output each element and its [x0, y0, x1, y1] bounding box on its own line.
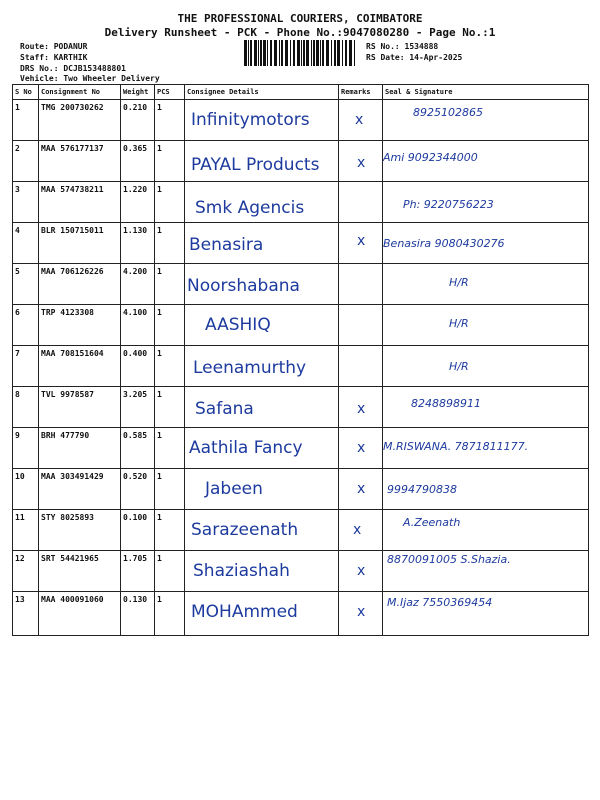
cell-signature: [383, 305, 589, 346]
table-row: [13, 223, 589, 264]
drs-label: DRS No.: DCJB153488801: [20, 64, 126, 73]
cell-consignee: [185, 223, 339, 264]
route-label: Route: PODANUR: [20, 42, 88, 51]
cell-pcs: 1: [155, 387, 185, 428]
handwritten-consignee: Leenamurthy: [193, 358, 307, 378]
cell-signature: [383, 182, 589, 223]
table-row: [13, 100, 589, 141]
table-row: [13, 592, 589, 636]
cell-sno: 2: [13, 141, 39, 182]
cell-sno: 13: [13, 592, 39, 636]
handwritten-signature: Ami 9092344000: [383, 151, 478, 164]
cell-weight: 1.220: [121, 182, 155, 223]
cell-remarks: [339, 469, 383, 510]
company-title: THE PROFESSIONAL COURIERS, COIMBATORE: [177, 12, 423, 25]
handwritten-consignee: Benasira: [189, 235, 264, 255]
table-row: [13, 141, 589, 182]
runsheet-subtitle: Delivery Runsheet - PCK - Phone No.:9047080280 - Page No.:1: [104, 26, 496, 39]
cell-consignment-no: MAA 574738211: [39, 182, 121, 223]
handwritten-remark: x: [357, 233, 366, 249]
table-row: [13, 305, 589, 346]
cell-weight: 0.210: [121, 100, 155, 141]
cell-signature: [383, 264, 589, 305]
cell-consignee: [185, 182, 339, 223]
handwritten-remark: x: [355, 112, 364, 128]
table-header-row: [13, 85, 589, 100]
handwritten-signature: 8870091005 S.Shazia.: [387, 553, 511, 566]
handwritten-remark: x: [357, 481, 366, 497]
cell-consignment-no: SRT 54421965: [39, 551, 121, 592]
cell-pcs: 1: [155, 100, 185, 141]
cell-signature: [383, 141, 589, 182]
cell-weight: 3.205: [121, 387, 155, 428]
cell-consignment-no: TVL 9978587: [39, 387, 121, 428]
cell-consignee: [185, 428, 339, 469]
cell-consignment-no: STY 8025893: [39, 510, 121, 551]
cell-signature: [383, 592, 589, 636]
table-row: [13, 182, 589, 223]
table-row: [13, 264, 589, 305]
handwritten-signature: H/R: [449, 360, 469, 373]
cell-pcs: 1: [155, 469, 185, 510]
cell-weight: 0.520: [121, 469, 155, 510]
vehicle-label: Vehicle: Two Wheeler Delivery: [20, 74, 160, 83]
cell-consignment-no: TMG 200730262: [39, 100, 121, 141]
cell-weight: 0.400: [121, 346, 155, 387]
cell-remarks: [339, 428, 383, 469]
cell-consignment-no: MAA 708151604: [39, 346, 121, 387]
cell-sno: 6: [13, 305, 39, 346]
handwritten-signature: 9994790838: [387, 483, 457, 496]
cell-consignee: [185, 100, 339, 141]
handwritten-signature: 8248898911: [411, 397, 481, 410]
cell-pcs: 1: [155, 592, 185, 636]
cell-consignee: [185, 510, 339, 551]
cell-pcs: 1: [155, 141, 185, 182]
cell-pcs: 1: [155, 510, 185, 551]
handwritten-remark: x: [357, 401, 366, 417]
handwritten-consignee: Aathila Fancy: [189, 438, 303, 458]
cell-consignee: [185, 264, 339, 305]
col-header-consignee: Consignee Details: [185, 85, 339, 100]
cell-signature: [383, 510, 589, 551]
cell-remarks: [339, 264, 383, 305]
cell-consignment-no: MAA 400091060: [39, 592, 121, 636]
cell-pcs: 1: [155, 264, 185, 305]
handwritten-consignee: MOHAmmed: [191, 602, 298, 622]
handwritten-signature: M.RISWANA. 7871811177.: [383, 440, 529, 453]
handwritten-signature: Benasira 9080430276: [383, 237, 505, 250]
cell-signature: [383, 346, 589, 387]
table-row: [13, 510, 589, 551]
cell-signature: [383, 387, 589, 428]
handwritten-consignee: PAYAL Products: [191, 155, 320, 175]
table-row: [13, 387, 589, 428]
cell-remarks: [339, 100, 383, 141]
cell-consignment-no: MAA 576177137: [39, 141, 121, 182]
rs-date: RS Date: 14-Apr-2025: [366, 53, 463, 62]
cell-remarks: [339, 592, 383, 636]
cell-pcs: 1: [155, 346, 185, 387]
cell-consignee: [185, 305, 339, 346]
handwritten-signature: H/R: [449, 317, 469, 330]
col-header-pcs: PCS: [155, 85, 185, 100]
cell-sno: 8: [13, 387, 39, 428]
cell-weight: 0.100: [121, 510, 155, 551]
handwritten-consignee: Smk Agencis: [195, 198, 305, 218]
rs-number: RS No.: 1534888: [366, 42, 439, 51]
handwritten-remark: x: [357, 563, 366, 579]
handwritten-remark: x: [357, 155, 366, 171]
cell-weight: 4.200: [121, 264, 155, 305]
cell-sno: 1: [13, 100, 39, 141]
handwritten-signature: Ph: 9220756223: [403, 198, 494, 211]
handwritten-consignee: Shaziashah: [193, 561, 290, 581]
cell-consignment-no: MAA 303491429: [39, 469, 121, 510]
cell-pcs: 1: [155, 551, 185, 592]
handwritten-signature: M.Ijaz 7550369454: [387, 596, 493, 609]
cell-consignee: [185, 551, 339, 592]
cell-pcs: 1: [155, 182, 185, 223]
runsheet-table: [12, 84, 589, 636]
handwritten-remark: x: [353, 522, 362, 538]
cell-sno: 9: [13, 428, 39, 469]
cell-consignment-no: TRP 4123308: [39, 305, 121, 346]
cell-consignee: [185, 387, 339, 428]
cell-pcs: 1: [155, 428, 185, 469]
cell-signature: [383, 100, 589, 141]
table-row: [13, 428, 589, 469]
cell-signature: [383, 223, 589, 264]
cell-pcs: 1: [155, 305, 185, 346]
handwritten-consignee: Sarazeenath: [191, 520, 299, 540]
cell-sno: 5: [13, 264, 39, 305]
cell-consignee: [185, 346, 339, 387]
cell-remarks: [339, 387, 383, 428]
cell-signature: [383, 469, 589, 510]
cell-sno: 11: [13, 510, 39, 551]
cell-signature: [383, 551, 589, 592]
cell-weight: 0.585: [121, 428, 155, 469]
cell-consignee: [185, 469, 339, 510]
handwritten-signature: 8925102865: [413, 106, 483, 119]
cell-weight: 0.365: [121, 141, 155, 182]
cell-remarks: [339, 346, 383, 387]
cell-sno: 4: [13, 223, 39, 264]
cell-consignee: [185, 141, 339, 182]
handwritten-consignee: Infinitymotors: [191, 110, 310, 130]
cell-sno: 10: [13, 469, 39, 510]
handwritten-consignee: Jabeen: [205, 479, 263, 499]
cell-weight: 4.100: [121, 305, 155, 346]
handwritten-signature: A.Zeenath: [403, 516, 461, 529]
barcode-image: [244, 40, 358, 66]
cell-consignee: [185, 592, 339, 636]
handwritten-remark: x: [357, 440, 366, 456]
cell-weight: 1.130: [121, 223, 155, 264]
cell-sno: 7: [13, 346, 39, 387]
handwritten-signature: H/R: [449, 276, 469, 289]
cell-remarks: [339, 223, 383, 264]
col-header-sno: S No: [13, 85, 39, 100]
cell-signature: [383, 428, 589, 469]
table-row: [13, 346, 589, 387]
col-header-weight: Weight: [121, 85, 155, 100]
cell-remarks: [339, 510, 383, 551]
handwritten-consignee: AASHIQ: [205, 315, 271, 335]
cell-consignment-no: BRH 477790: [39, 428, 121, 469]
col-header-remarks: Remarks: [339, 85, 383, 100]
col-header-signature: Seal & Signature: [383, 85, 589, 100]
handwritten-consignee: Noorshabana: [187, 276, 300, 296]
cell-sno: 12: [13, 551, 39, 592]
table-row: [13, 469, 589, 510]
handwritten-remark: x: [357, 604, 366, 620]
table-row: [13, 551, 589, 592]
cell-weight: 0.130: [121, 592, 155, 636]
cell-consignment-no: BLR 150715011: [39, 223, 121, 264]
cell-consignment-no: MAA 706126226: [39, 264, 121, 305]
cell-pcs: 1: [155, 223, 185, 264]
staff-label: Staff: KARTHIK: [20, 53, 88, 62]
cell-sno: 3: [13, 182, 39, 223]
cell-remarks: [339, 551, 383, 592]
cell-remarks: [339, 305, 383, 346]
col-header-consignment: Consignment No: [39, 85, 121, 100]
cell-weight: 1.705: [121, 551, 155, 592]
handwritten-consignee: Safana: [195, 399, 254, 419]
cell-remarks: [339, 141, 383, 182]
cell-remarks: [339, 182, 383, 223]
